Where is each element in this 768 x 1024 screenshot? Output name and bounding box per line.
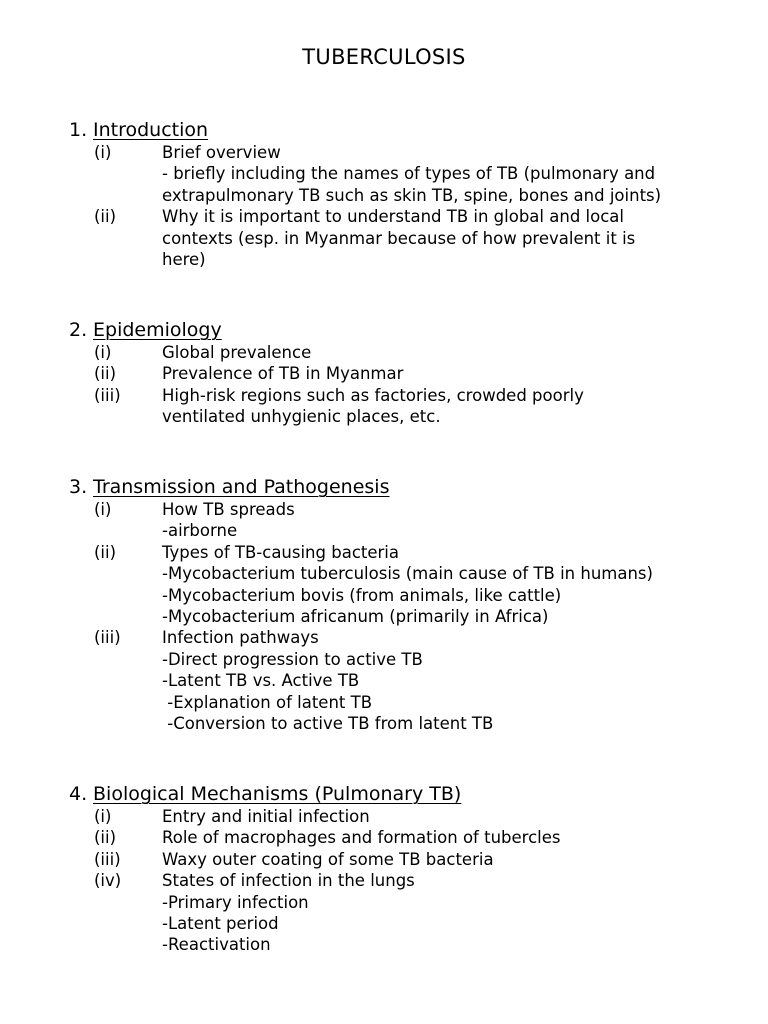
text-line: Brief overview [162, 143, 281, 162]
text-line: ventilated unhygienic places, etc. [162, 407, 441, 427]
list-item-text [162, 363, 742, 384]
section-number: 4. [69, 783, 88, 805]
text-line: Role of macrophages and formation of tubercles [162, 828, 561, 848]
section-heading [0, 782, 768, 806]
text-line: -Latent TB vs. Active TB [162, 671, 360, 691]
text-line: here) [162, 249, 206, 269]
section [0, 782, 768, 956]
list-item-marker: (ii) [94, 364, 117, 384]
text-line: -Direct progression to active TB [162, 649, 423, 669]
text-line: -Mycobacterium africanum (primarily in Africa) [162, 606, 549, 626]
list-item [0, 870, 768, 956]
text-line: -Latent period [162, 913, 279, 933]
section-title: Epidemiology [93, 319, 222, 341]
text-line: contexts (esp. in Myanmar because of how prevalent it is [162, 228, 636, 248]
list-item-text [162, 849, 742, 870]
text-line: -Primary infection [162, 892, 309, 912]
list-item [0, 827, 768, 848]
list-item-marker: (ii) [94, 828, 117, 848]
list-item-text [162, 385, 742, 428]
text-line: High-risk regions such as factories, crowded poorly [162, 385, 584, 405]
section [0, 318, 768, 428]
list-item-text [162, 542, 742, 628]
text-line: Entry and initial infection [162, 807, 370, 826]
list-item [0, 142, 768, 206]
section-number: 3. [69, 476, 88, 498]
text-line: Prevalence of TB in Myanmar [162, 364, 404, 384]
text-line: Waxy outer coating of some TB bacteria [162, 849, 494, 869]
list-item-text [162, 206, 742, 270]
text-line: -Explanation of latent TB [162, 692, 373, 712]
text-line: -Mycobacterium bovis (from animals, like cattle) [162, 585, 562, 605]
list-item-text [162, 827, 742, 848]
text-line: -Conversion to active TB from latent TB [162, 713, 494, 733]
section-title: Biological Mechanisms (Pulmonary TB) [93, 783, 462, 805]
list-item-marker: (i) [94, 343, 112, 362]
list-item [0, 363, 768, 384]
list-item-text [162, 627, 742, 734]
list-item-text [162, 142, 742, 206]
list-item-marker: (i) [94, 143, 112, 162]
text-line: How TB spreads [162, 500, 295, 519]
document-title: TUBERCULOSIS [302, 45, 466, 69]
list-item [0, 206, 768, 270]
text-line: - briefly including the names of types of TB (pulmonary and [162, 164, 656, 184]
list-item-marker: (iii) [94, 628, 121, 648]
text-line: Why it is important to understand TB in global and local [162, 207, 624, 227]
text-line: Infection pathways [162, 628, 319, 648]
list-item [0, 627, 768, 734]
text-line: Global prevalence [162, 343, 312, 362]
list-item [0, 385, 768, 428]
section-heading [0, 118, 768, 142]
section-title: Transmission and Pathogenesis [93, 476, 390, 498]
section-number: 2. [69, 319, 88, 341]
list-item-marker: (iii) [94, 385, 121, 405]
section-heading [0, 475, 768, 499]
list-item [0, 806, 768, 827]
list-item-text [162, 806, 742, 827]
text-line: States of infection in the lungs [162, 871, 415, 891]
list-item-marker: (i) [94, 500, 112, 519]
list-item [0, 342, 768, 363]
list-item-marker: (ii) [94, 207, 117, 227]
section [0, 118, 768, 270]
list-item-marker: (iv) [94, 871, 122, 891]
section-heading [0, 318, 768, 342]
section [0, 475, 768, 734]
list-item-text [162, 342, 742, 363]
list-item-text [162, 870, 742, 956]
list-item-marker: (iii) [94, 849, 121, 869]
list-item-marker: (ii) [94, 542, 117, 562]
list-item [0, 849, 768, 870]
text-line: extrapulmonary TB such as skin TB, spine, bones and joints) [162, 185, 662, 205]
list-item-marker: (i) [94, 807, 112, 826]
text-line: -Mycobacterium tuberculosis (main cause of TB in humans) [162, 564, 653, 584]
text-line: -airborne [162, 521, 238, 541]
section-title: Introduction [93, 119, 209, 141]
list-item [0, 499, 768, 542]
list-item-text [162, 499, 742, 542]
list-item [0, 542, 768, 628]
section-number: 1. [69, 119, 88, 141]
text-line: -Reactivation [162, 935, 271, 955]
text-line: Types of TB-causing bacteria [162, 542, 399, 562]
